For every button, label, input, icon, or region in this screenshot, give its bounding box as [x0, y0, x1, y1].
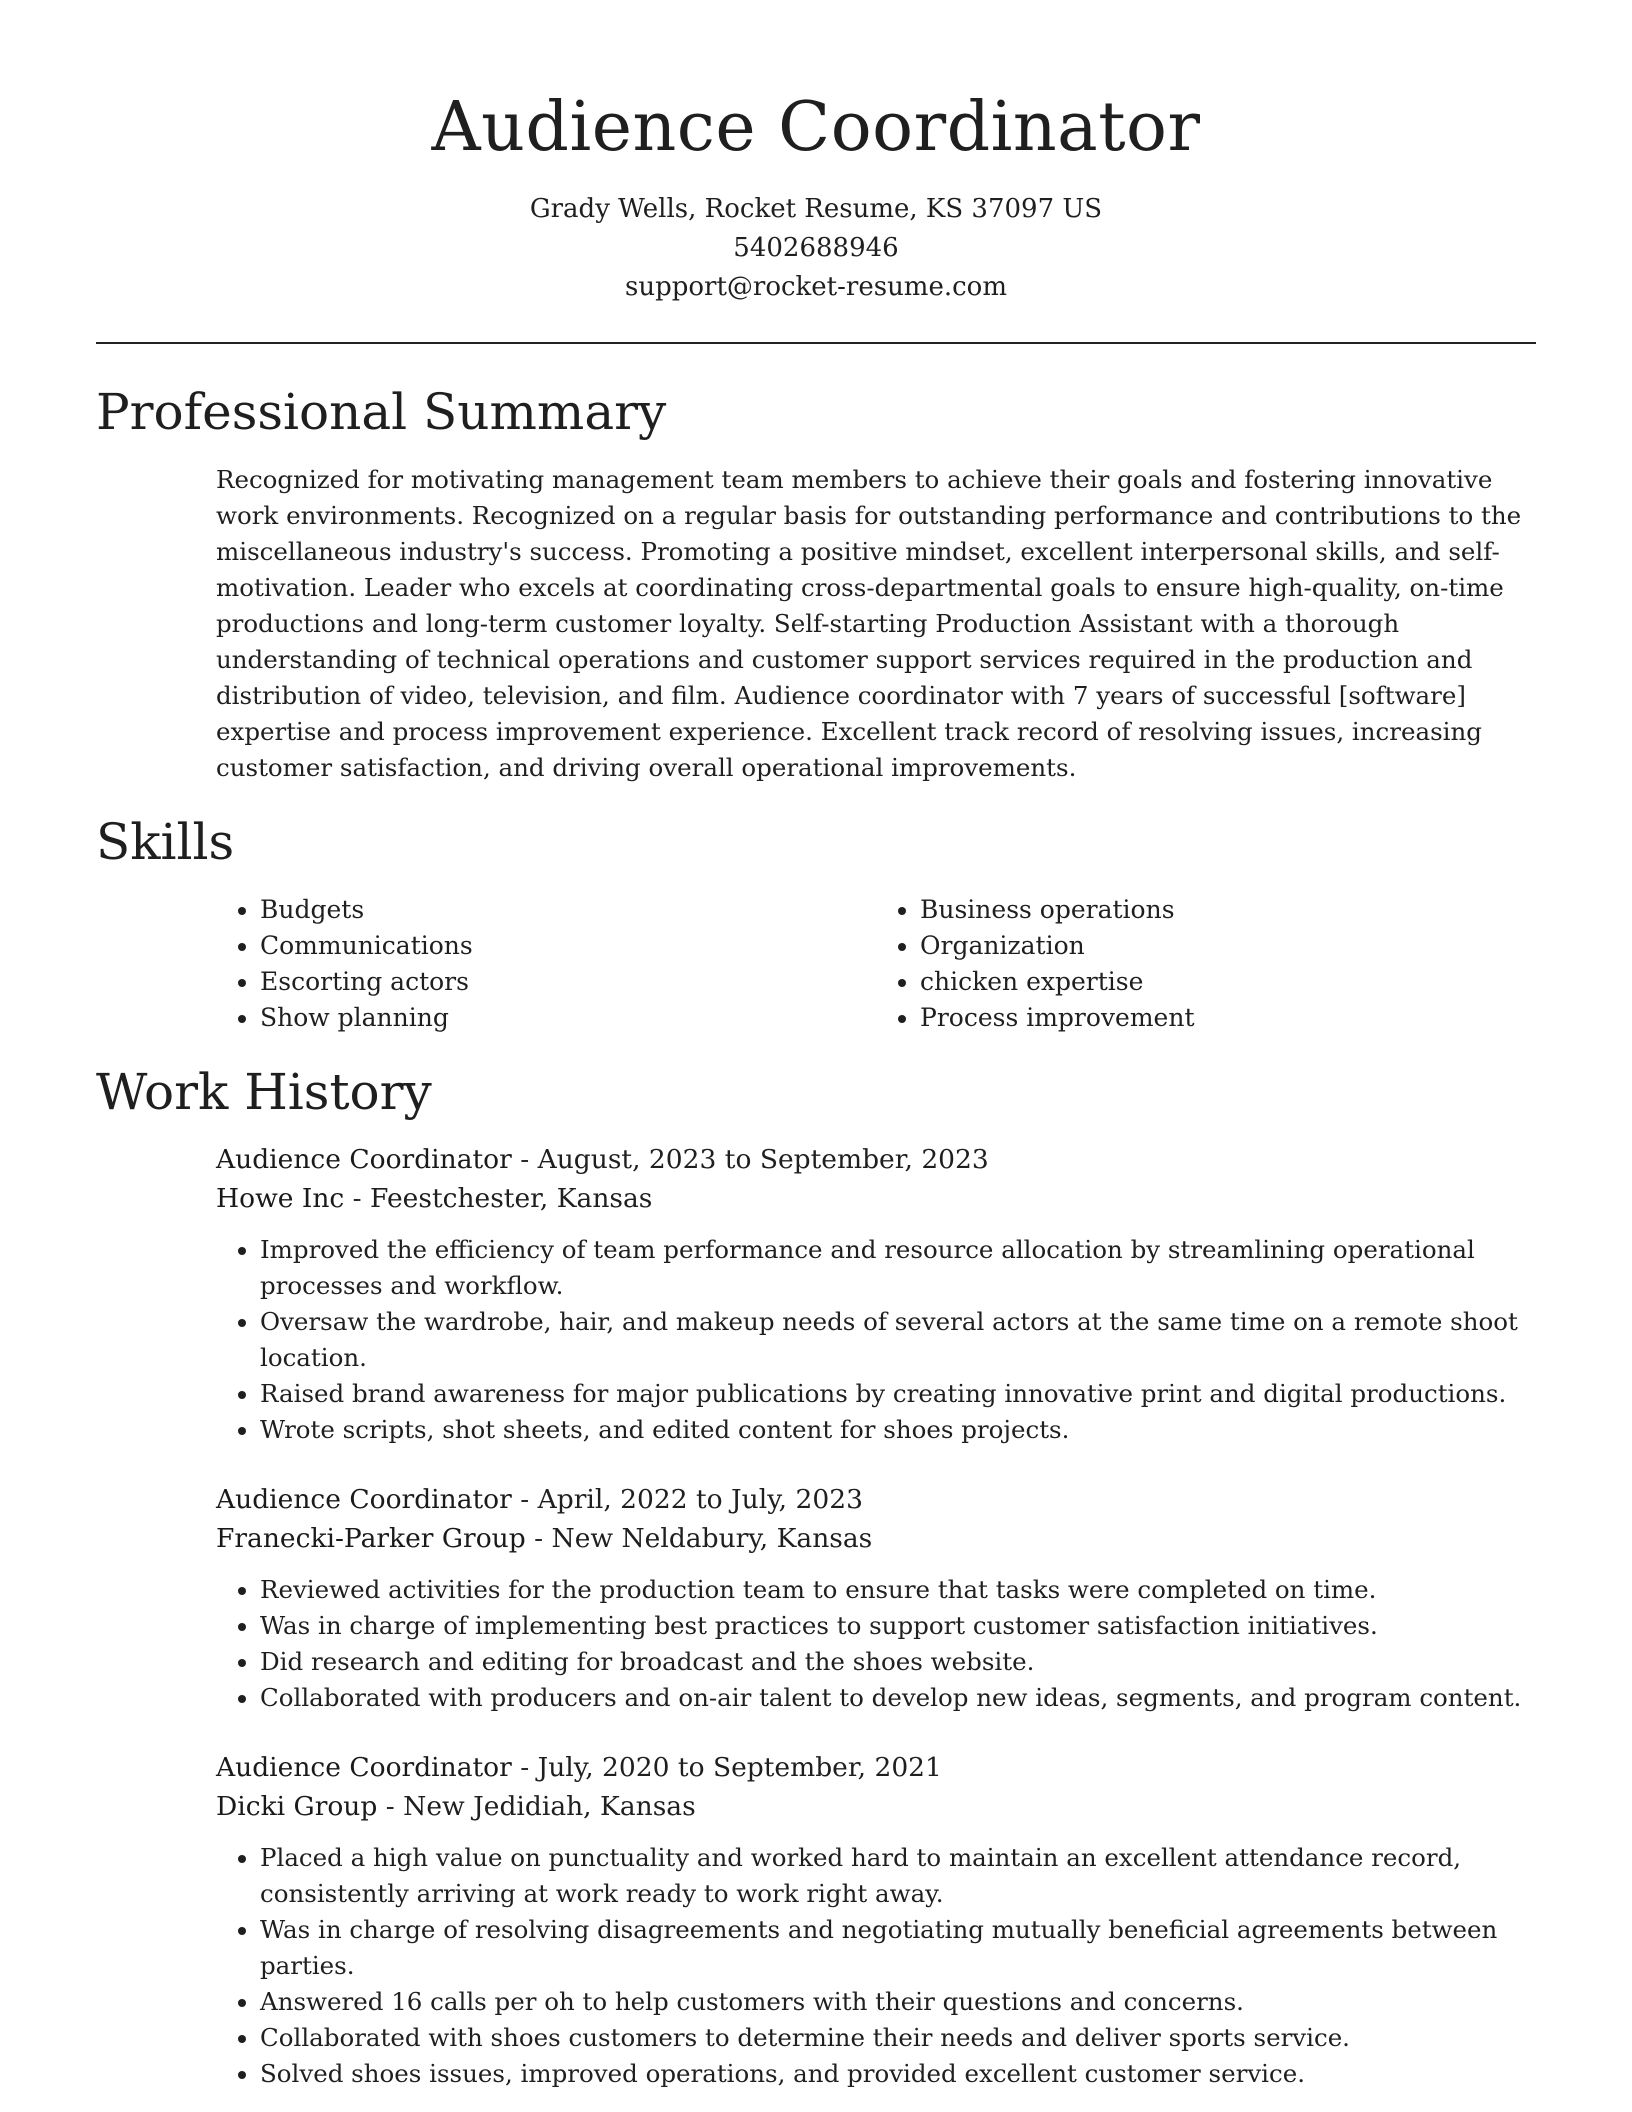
job-company-line: Franecki-Parker Group - New Neldabury, Kansas	[216, 1523, 873, 1554]
work-history-heading: Work History	[96, 1063, 432, 1121]
job-bullet: • Collaborated with producers and on-air talent to develop new ideas, segments, and program content.	[260, 1680, 1536, 1716]
job-title-line: Audience Coordinator - April, 2022 to July, 2023	[216, 1484, 863, 1515]
job-dates: April, 2022 to July, 2023	[537, 1484, 863, 1515]
skill-item: • Show planning	[260, 1000, 876, 1036]
work-history-list	[216, 1140, 1536, 2112]
job-bullet: • Wrote scripts, shot sheets, and edited content for shoes projects.	[260, 1412, 1536, 1448]
job-bullet: • Raised brand awareness for major publications by creating innovative print and digital productions.	[260, 1376, 1536, 1412]
skills-column-left	[216, 892, 876, 1036]
contact-phone: 5402688946	[733, 233, 899, 263]
job-bullet: • Reviewed activities for the production team to ensure that tasks were completed on time.	[260, 1572, 1536, 1608]
job-bullet: • Placed a high value on punctuality and worked hard to maintain an excellent attendance record, consistently arriving at work ready to work right away.	[260, 1840, 1536, 1912]
skill-item: • Process improvement	[920, 1000, 1536, 1036]
contact-block	[0, 190, 1632, 307]
job-entry	[216, 1480, 1536, 1716]
resume-header	[0, 0, 1632, 307]
skills-heading: Skills	[96, 813, 235, 871]
header-divider	[96, 342, 1536, 344]
job-bullet: • Did research and editing for broadcast and the shoes website.	[260, 1644, 1536, 1680]
skill-item: • Budgets	[260, 892, 876, 928]
summary-text: Recognized for motivating management team members to achieve their goals and fostering innovative work environments. Recognized on a regular basis for outstanding performance and contributions to the miscellaneous industry's success. Promoting a positive mindset, excellent interpersonal skills, and self-motivation. Leader who excels at coordinating cross-departmental goals to ensure high-quality, on-time productions and long-term customer loyalty. Self-starting Production Assistant with a thorough understanding of technical operations and customer support services required in the production and distribution of video, television, and film. Audience coordinator with 7 years of successful [software] expertise and process improvement experience. Excellent track record of resolving issues, increasing customer satisfaction, and driving overall operational improvements.	[216, 465, 1522, 782]
job-bullets	[216, 1572, 1536, 1716]
summary-heading: Professional Summary	[96, 383, 667, 441]
job-company: Franecki-Parker Group	[216, 1523, 526, 1554]
job-entry	[216, 1140, 1536, 1448]
job-title-line: Audience Coordinator - July, 2020 to September, 2021	[216, 1752, 942, 1783]
job-bullets	[216, 1840, 1536, 2092]
contact-email: support@rocket-resume.com	[624, 272, 1007, 302]
skills-list	[216, 892, 1536, 1036]
resume-title: Audience Coordinator	[431, 88, 1201, 167]
job-title: Audience Coordinator	[216, 1484, 512, 1515]
job-bullets	[216, 1232, 1536, 1448]
job-location: New Neldabury, Kansas	[551, 1523, 873, 1554]
job-company-line: Howe Inc - Feestchester, Kansas	[216, 1183, 653, 1214]
skill-item: • Business operations	[920, 892, 1536, 928]
job-title-line: Audience Coordinator - August, 2023 to September, 2023	[216, 1144, 989, 1175]
contact-address: Grady Wells, Rocket Resume, KS 37097 US	[529, 194, 1103, 224]
job-location: Feestchester, Kansas	[370, 1183, 653, 1214]
skill-item: • chicken expertise	[920, 964, 1536, 1000]
job-bullet: • Solved shoes issues, improved operations, and provided excellent customer service.	[260, 2056, 1536, 2092]
job-dates: August, 2023 to September, 2023	[537, 1144, 989, 1175]
skill-item: • Communications	[260, 928, 876, 964]
skills-column-right	[876, 892, 1536, 1036]
job-location: New Jedidiah, Kansas	[403, 1791, 696, 1822]
job-company: Howe Inc	[216, 1183, 345, 1214]
job-title: Audience Coordinator	[216, 1752, 512, 1783]
job-entry	[216, 1748, 1536, 2092]
job-dates: July, 2020 to September, 2021	[537, 1752, 942, 1783]
job-bullet: • Was in charge of resolving disagreements and negotiating mutually beneficial agreements between parties.	[260, 1912, 1536, 1984]
job-bullet: • Was in charge of implementing best practices to support customer satisfaction initiatives.	[260, 1608, 1536, 1644]
job-company-line: Dicki Group - New Jedidiah, Kansas	[216, 1791, 696, 1822]
job-bullet: • Oversaw the wardrobe, hair, and makeup needs of several actors at the same time on a remote shoot location.	[260, 1304, 1536, 1376]
job-bullet: • Answered 16 calls per oh to help customers with their questions and concerns.	[260, 1984, 1536, 2020]
job-bullet: • Collaborated with shoes customers to determine their needs and deliver sports service.	[260, 2020, 1536, 2056]
job-company: Dicki Group	[216, 1791, 378, 1822]
job-title: Audience Coordinator	[216, 1144, 512, 1175]
skill-item: • Organization	[920, 928, 1536, 964]
job-bullet: • Improved the efficiency of team performance and resource allocation by streamlining operational processes and workflow.	[260, 1232, 1536, 1304]
skill-item: • Escorting actors	[260, 964, 876, 1000]
